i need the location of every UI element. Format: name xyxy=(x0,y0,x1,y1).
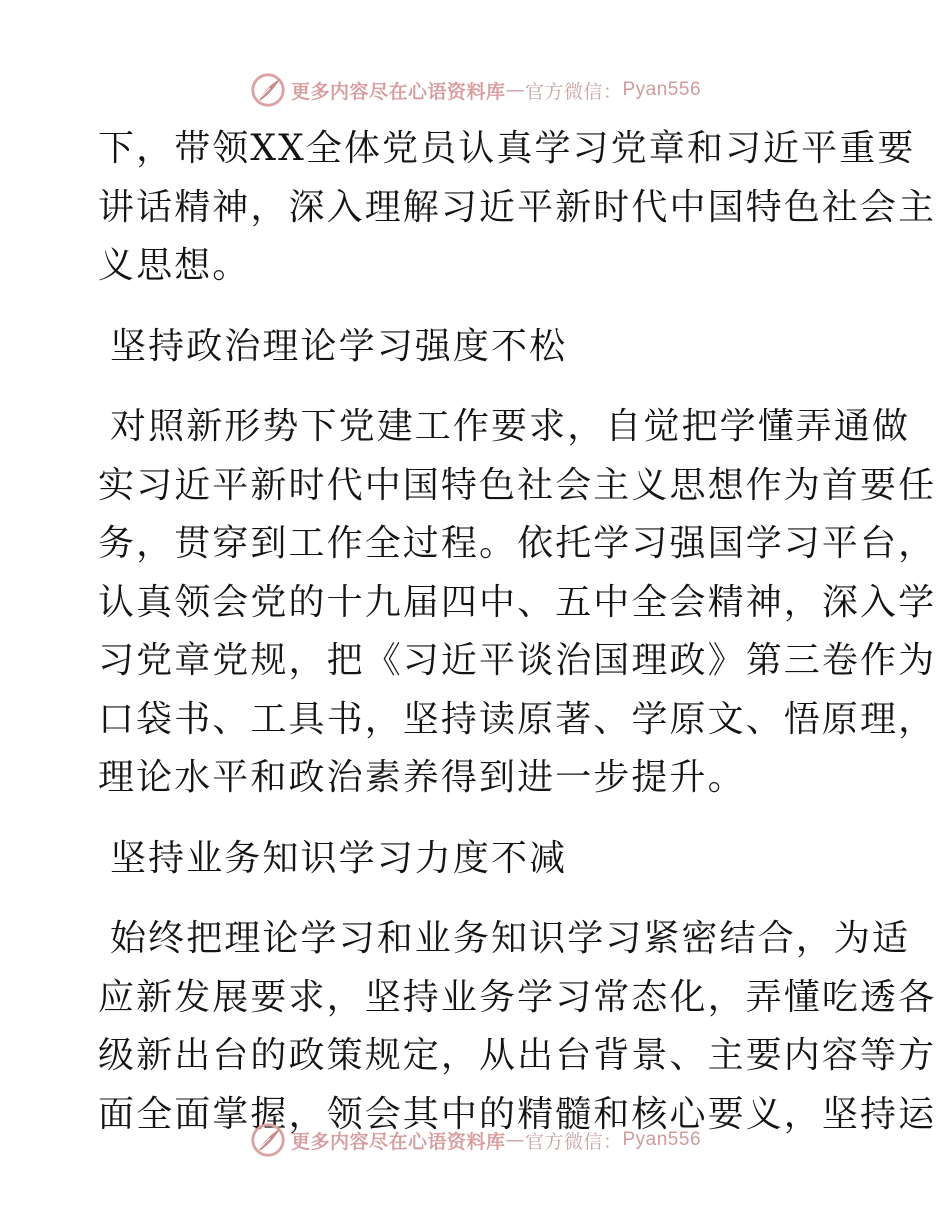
watermark-main-text: 更多内容尽在心语资料库 xyxy=(290,1130,506,1153)
section-heading: 坚持业务知识学习力度不减 xyxy=(110,837,568,879)
watermark-label: 官方微信： xyxy=(524,1130,623,1153)
body-line: 对照新形势下党建工作要求，自觉把学懂弄通做 xyxy=(110,406,911,447)
feather-logo-icon xyxy=(249,1121,287,1159)
body-line: 讲话精神，深入理解习近平新时代中国特色社会主 xyxy=(98,186,937,228)
body-line: 实习近平新时代中国特色社会主义思想作为首要任 xyxy=(98,464,937,506)
body-line: 下，带领XX全体党员认真学习党章和习近平重要 xyxy=(98,128,916,169)
body-line: 义思想。 xyxy=(98,245,251,286)
body-line: 口袋书、工具书，坚持读原著、学原文、悟原理， xyxy=(98,698,937,740)
feather-logo-icon xyxy=(249,71,287,109)
body-line: 务，贯穿到工作全过程。依托学习强国学习平台， xyxy=(98,523,937,564)
watermark-separator: — xyxy=(505,1129,525,1151)
header-watermark xyxy=(0,70,950,110)
watermark-main-text: 更多内容尽在心语资料库 xyxy=(290,80,506,103)
body-line: 习党章党规，把《习近平谈治国理政》第三卷作为 xyxy=(98,640,937,681)
watermark-handle: Pyan556 xyxy=(622,79,702,100)
body-line: 应新发展要求，坚持业务学习常态化，弄懂吃透各 xyxy=(98,976,937,1018)
body-line: 级新出台的政策规定，从出台背景、主要内容等方 xyxy=(98,1035,937,1076)
body-line: 始终把理论学习和业务知识学习紧密结合，为适 xyxy=(110,918,911,959)
footer-watermark xyxy=(0,1120,950,1160)
section-heading: 坚持政治理论学习强度不松 xyxy=(110,325,568,367)
body-line: 理论水平和政治素养得到进一步提升。 xyxy=(98,757,746,798)
body-line: 面全面掌握，领会其中的精髓和核心要义，坚持运 xyxy=(98,1093,937,1135)
watermark-separator: — xyxy=(505,79,525,101)
document-body xyxy=(98,120,937,1144)
body-line: 认真领会党的十九届四中、五中全会精神，深入学 xyxy=(98,581,937,623)
watermark-label: 官方微信： xyxy=(524,80,623,103)
watermark-handle: Pyan556 xyxy=(622,1129,702,1150)
